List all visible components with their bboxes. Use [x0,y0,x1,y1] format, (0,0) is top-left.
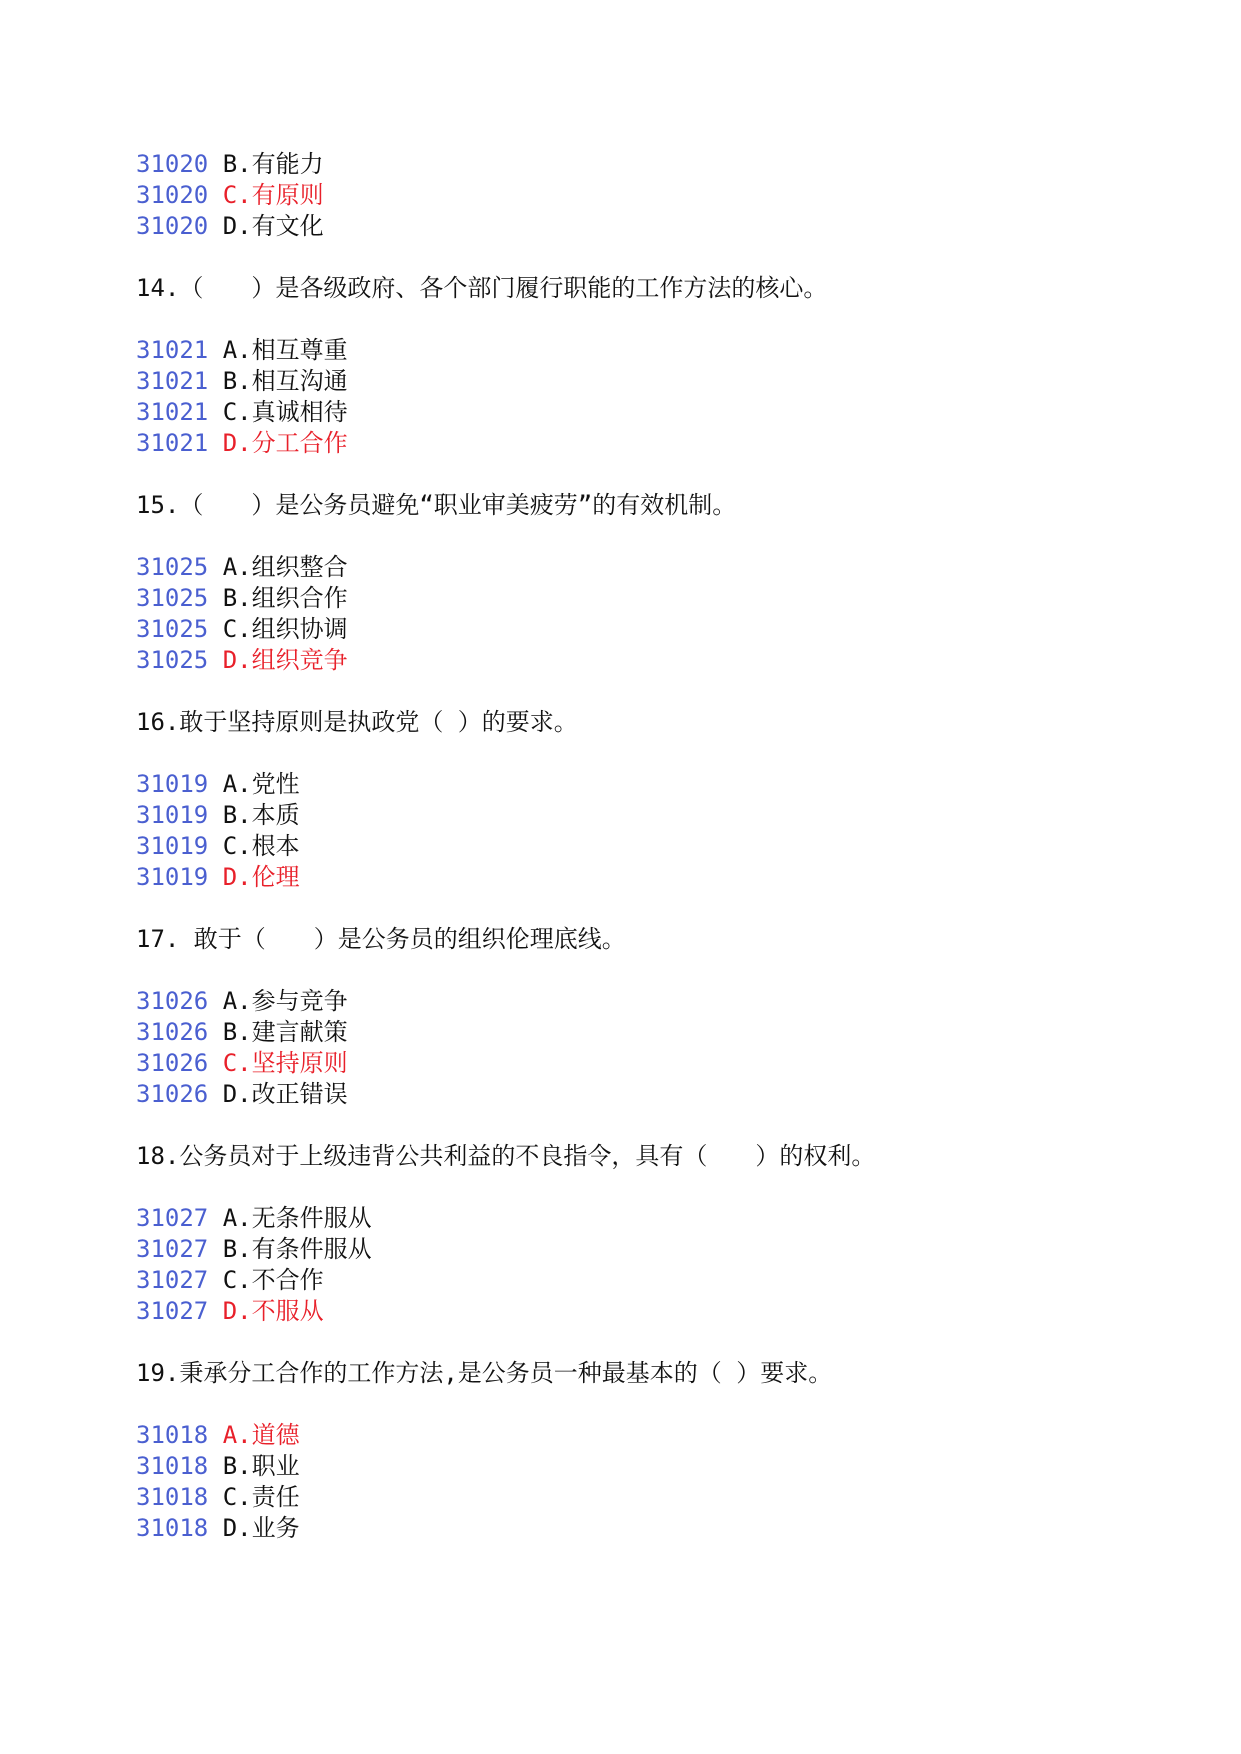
question-code: 31025 [136,646,209,674]
option-group [136,1420,1136,1544]
question-code: 31018 [136,1421,209,1449]
option-text: C.真诚相待 [222,398,348,426]
option-text: C.组织协调 [222,615,348,643]
option-text: B.建言献策 [222,1018,348,1046]
option-line [136,1265,1136,1296]
option-line [136,1234,1136,1265]
option-text: B.职业 [222,1452,300,1480]
option-line [136,211,1136,242]
option-line [136,831,1136,862]
document-page [136,149,1136,1544]
option-text: A.党性 [222,770,300,798]
correct-option-text: C.坚持原则 [222,1049,348,1077]
question-code: 31018 [136,1452,209,1480]
question-code: 31020 [136,150,209,178]
correct-option-text: D.不服从 [222,1297,324,1325]
option-line [136,1296,1136,1327]
option-line [136,1017,1136,1048]
question-text: 17. 敢于（ ）是公务员的组织伦理底线。 [136,925,626,953]
option-group [136,1203,1136,1327]
option-line [136,583,1136,614]
correct-option-text: D.组织竞争 [222,646,348,674]
option-text: D.业务 [222,1514,300,1542]
option-line [136,1079,1136,1110]
question-code: 31027 [136,1235,209,1263]
question-code: 31027 [136,1297,209,1325]
option-line [136,1203,1136,1234]
question-code: 31021 [136,429,209,457]
option-text: B.有条件服从 [222,1235,372,1263]
question-code: 31025 [136,615,209,643]
option-line [136,1513,1136,1544]
question-code: 31018 [136,1483,209,1511]
question-code: 31019 [136,801,209,829]
option-line [136,1048,1136,1079]
question-code: 31019 [136,832,209,860]
question-code: 31026 [136,1080,209,1108]
option-text: A.无条件服从 [222,1204,372,1232]
question-code: 31027 [136,1204,209,1232]
option-text: B.相互沟通 [222,367,348,395]
question-code: 31018 [136,1514,209,1542]
option-line [136,366,1136,397]
question-code: 31021 [136,398,209,426]
option-line [136,862,1136,893]
correct-option-text: D.分工合作 [222,429,348,457]
option-group [136,986,1136,1110]
option-text: A.参与竞争 [222,987,348,1015]
option-text: C.根本 [222,832,300,860]
question-code: 31026 [136,987,209,1015]
option-group [136,149,1136,242]
option-group [136,335,1136,459]
option-line [136,552,1136,583]
question-code: 31021 [136,367,209,395]
option-text: B.本质 [222,801,300,829]
correct-option-text: D.伦理 [222,863,300,891]
option-text: B.有能力 [222,150,324,178]
option-text: C.不合作 [222,1266,324,1294]
option-line [136,397,1136,428]
option-line [136,1451,1136,1482]
option-text: B.组织合作 [222,584,348,612]
question-code: 31021 [136,336,209,364]
option-line [136,1420,1136,1451]
question-code: 31020 [136,212,209,240]
question-code: 31019 [136,863,209,891]
correct-option-text: C.有原则 [222,181,324,209]
option-line [136,180,1136,211]
question-code: 31020 [136,181,209,209]
option-line [136,1482,1136,1513]
option-line [136,800,1136,831]
option-line [136,149,1136,180]
option-text: D.改正错误 [222,1080,348,1108]
question-text: 15.（ ）是公务员避免“职业审美疲劳”的有效机制。 [136,491,737,519]
option-group [136,552,1136,676]
option-line [136,428,1136,459]
question-code: 31026 [136,1049,209,1077]
question-code: 31027 [136,1266,209,1294]
correct-option-text: A.道德 [222,1421,300,1449]
question-code: 31025 [136,584,209,612]
question-text: 19.秉承分工合作的工作方法,是公务员一种最基本的（ ）要求。 [136,1359,833,1387]
option-line [136,645,1136,676]
option-text: A.相互尊重 [222,336,348,364]
option-line [136,335,1136,366]
question-code: 31026 [136,1018,209,1046]
option-text: A.组织整合 [222,553,348,581]
question-text: 16.敢于坚持原则是执政党（ ）的要求。 [136,708,578,736]
question-code: 31019 [136,770,209,798]
option-line [136,614,1136,645]
option-line [136,769,1136,800]
option-text: D.有文化 [222,212,324,240]
option-line [136,986,1136,1017]
question-text: 18.公务员对于上级违背公共利益的不良指令，具有（ ）的权利。 [136,1142,876,1170]
option-group [136,769,1136,893]
option-text: C.责任 [222,1483,300,1511]
question-code: 31025 [136,553,209,581]
question-text: 14.（ ）是各级政府、各个部门履行职能的工作方法的核心。 [136,274,828,302]
